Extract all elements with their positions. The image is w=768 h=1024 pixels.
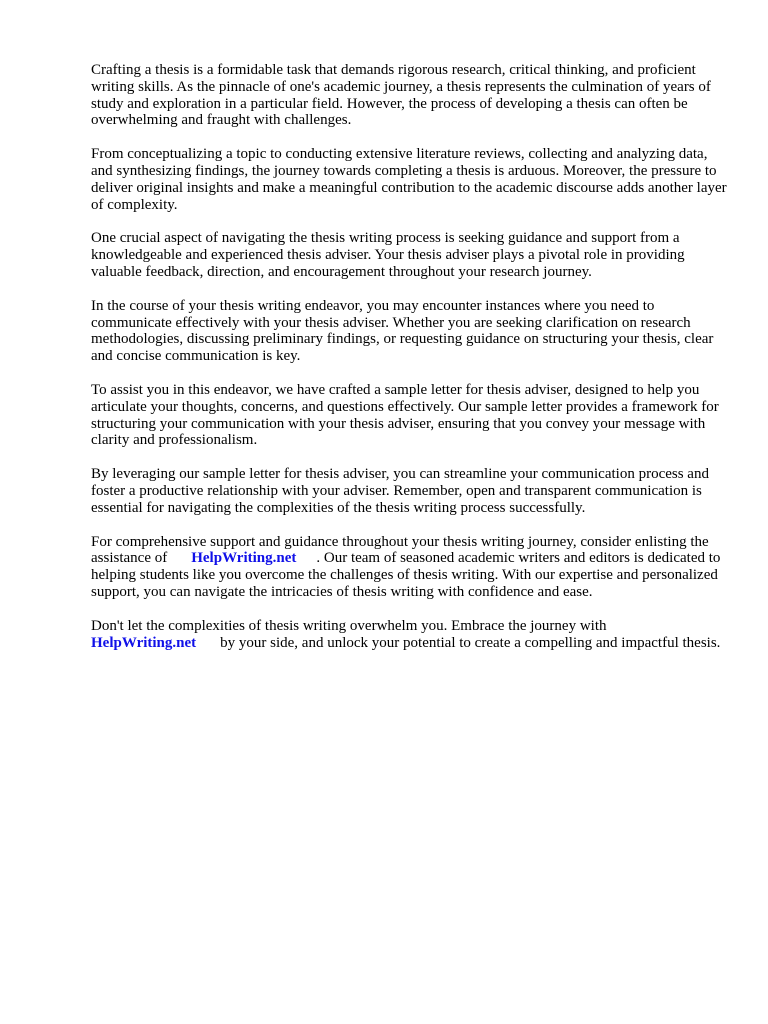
document-body (91, 62, 731, 668)
paragraph-8 (91, 618, 731, 652)
paragraph-3: One crucial aspect of navigating the thesis writing process is seeking guidance and support from a knowledgeable and experienced thesis adviser. Your thesis adviser plays a pivotal role in providing valuable feedback, direction, and encouragement throughout your research journey. (91, 230, 685, 280)
paragraph-8-text-before: Don't let the complexities of thesis writing overwhelm you. Embrace the journey with (91, 617, 607, 634)
paragraph-8-text-after: by your side, and unlock your potential to create a compelling and impactful thesis. (220, 634, 721, 651)
paragraph-7-text-before: For comprehensive support and guidance throughout your thesis writing journey, consider enlisting the assistance of (91, 533, 709, 567)
paragraph-1: Crafting a thesis is a formidable task that demands rigorous research, critical thinking, and proficient writing skills. As the pinnacle of one's academic journey, a thesis represents the culmination of years of study and exploration in a particular field. However, the process of developing a thesis can often be overwhelming and fraught with challenges. (91, 62, 711, 129)
helpwriting-link[interactable]: HelpWriting.net (191, 550, 297, 567)
helpwriting-link-2[interactable]: HelpWriting.net (91, 634, 197, 651)
paragraph-5: To assist you in this endeavor, we have crafted a sample letter for thesis adviser, designed to help you articulate your thoughts, concerns, and questions effectively. Our sample letter provides a framework for structuring your communication with your thesis adviser, ensuring that you convey your message with clarity and professionalism. (91, 381, 719, 449)
paragraph-6: By leveraging our sample letter for thesis adviser, you can streamline your communication process and foster a productive relationship with your adviser. Remember, open and transparent communication is essential for navigating the complexities of the thesis writing process successfully. (91, 466, 709, 516)
paragraph-2: From conceptualizing a topic to conducting extensive literature reviews, collecting and analyzing data, and synthesizing findings, the journey towards completing a thesis is arduous. Moreover, the pressure to deliver original insights and make a meaningful contribution to the academic discourse adds another layer of complexity. (91, 146, 727, 213)
paragraph-7-text-after: . Our team of seasoned academic writers and editors is dedicated to helping students like you overcome the challenges of thesis writing. With our expertise and personalized support, you can navigate the intricacies of thesis writing with confidence and ease. (91, 550, 721, 600)
paragraph-7 (91, 534, 731, 601)
paragraph-4: In the course of your thesis writing endeavor, you may encounter instances where you need to communicate effectively with your thesis adviser. Whether you are seeking clarification on research methodologies, discussing preliminary findings, or requesting guidance on structuring your thesis, clear and concise communication is key. (91, 297, 714, 365)
